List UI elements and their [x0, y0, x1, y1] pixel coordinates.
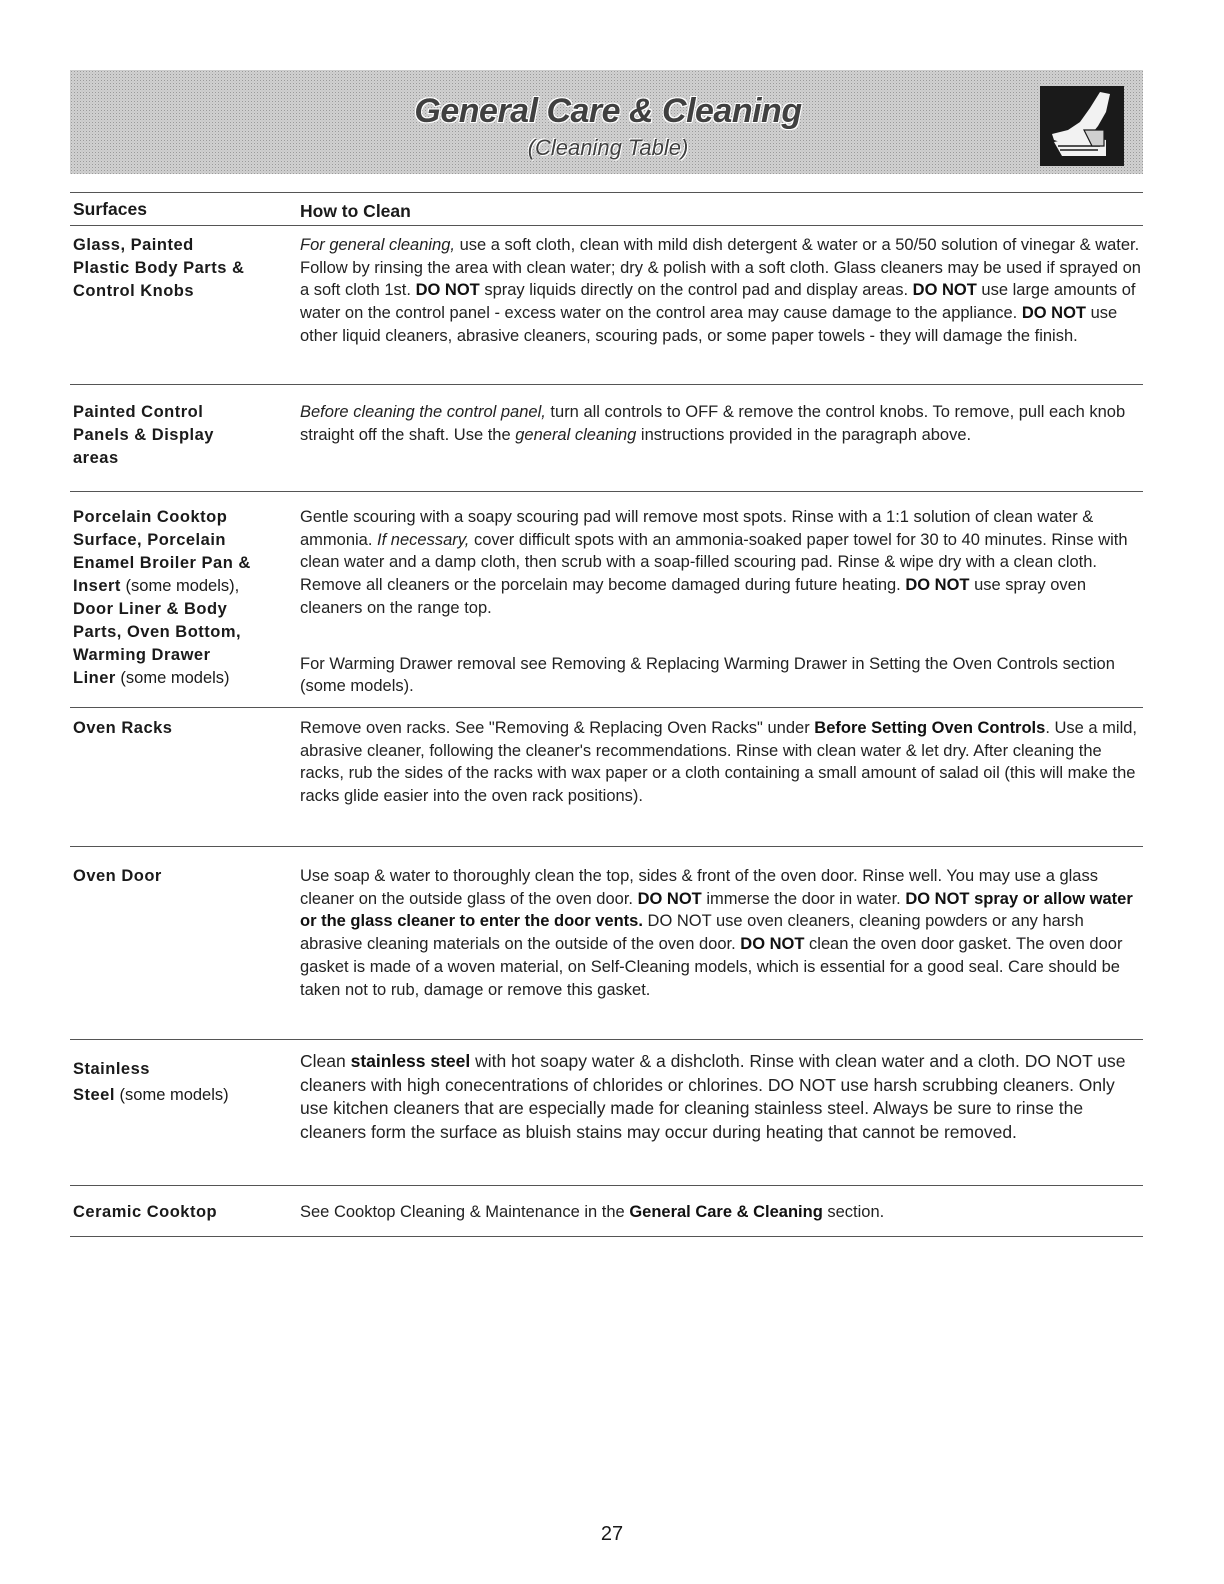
instruction-cell: [300, 1201, 1145, 1224]
text: immerse the door in water.: [701, 889, 906, 908]
table-row: [70, 385, 1143, 492]
surface-cell: [73, 717, 288, 740]
surface-line: Surface, Porcelain: [73, 531, 226, 549]
text: turn all controls to OFF & remove the control knobs. To remove, pull each knob straight off the shaft. Use the: [300, 403, 1126, 444]
surface-cell: [73, 865, 288, 888]
text: with hot soapy water & a dishcloth. Rinse with clean water and a cloth. DO NOT use cleaners with high conecentrations of chlorides or chlorines. DO NOT use harsh scrubbing cleaners. Only use kitchen cleaners that are especially made for cleaning stainless steel. Always be sure to rinse the cleaners form the surface as bluish stains may occur during heating that cannot be removed.: [300, 1051, 1126, 1142]
header-banner: [70, 70, 1143, 174]
instruction-cell: [300, 401, 1145, 446]
warning-text: DO NOT: [637, 889, 702, 908]
surface-line: Oven Racks: [73, 719, 173, 737]
italic-text: For general cleaning,: [300, 236, 456, 254]
warning-text: DO NOT: [905, 576, 970, 595]
surface-line: Warming Drawer: [73, 646, 211, 664]
surface-line: [73, 1082, 288, 1108]
surface-note: (some models): [115, 669, 230, 687]
bold-text: stainless steel: [350, 1051, 471, 1071]
text: Remove oven racks. See "Removing & Replacing Oven Racks" under: [300, 719, 815, 737]
table-row: [70, 226, 1143, 385]
surface-line: Porcelain Cooktop: [73, 508, 228, 526]
instruction-cell: [300, 234, 1145, 348]
text: Gentle scouring with a soapy scouring pad will remove most spots. Rinse with a 1:1 solution of clean water & ammonia.: [300, 508, 1094, 549]
text: use large amounts of water on the control panel - excess water on the control area may cause damage to the appliance.: [300, 281, 1136, 323]
surface-cell: [73, 234, 288, 303]
surface-line: Painted Control: [73, 403, 204, 421]
text: clean the oven door gasket. The oven door gasket is made of a woven material, on Self-Cleaning models, which is essential for a good seal. Care should be taken not to rub, damage or remove this gasket.: [300, 935, 1123, 999]
surface-bold: Liner: [73, 669, 116, 687]
surface-line: Enamel Broiler Pan &: [73, 554, 251, 572]
warming-drawer-note: For Warming Drawer removal see Removing & Replacing Warming Drawer in Setting the Oven Controls section (some models).: [300, 654, 1115, 696]
table-header: [70, 193, 1143, 226]
surface-note: (some models): [114, 1086, 229, 1104]
surface-line: [73, 667, 288, 690]
table-row: [70, 492, 1143, 708]
surface-bold: Steel: [73, 1086, 115, 1104]
italic-text: Before cleaning the control panel,: [300, 403, 546, 421]
page-subtitle: (Cleaning Table): [527, 135, 689, 160]
warning-text: DO NOT: [1021, 304, 1087, 323]
text: See Cooktop Cleaning & Maintenance in the: [300, 1203, 630, 1221]
instruction-cell: [300, 506, 1145, 698]
surface-cell: [73, 506, 288, 690]
text: Use soap & water to thoroughly clean the top, sides & front of the oven door. Rinse well. You may use a glass cleaner on the outside glass of the oven door.: [300, 867, 1098, 908]
surface-line: [73, 575, 288, 598]
warning-text: DO NOT: [912, 281, 977, 300]
cleaning-table: [70, 192, 1143, 1237]
surface-line: Plastic Body Parts &: [73, 259, 245, 277]
text: instructions provided in the paragraph above.: [636, 425, 972, 444]
surface-line: Stainless: [73, 1060, 150, 1078]
text: Clean: [300, 1051, 351, 1071]
surface-line: areas: [73, 449, 119, 467]
table-row: [70, 847, 1143, 1040]
text: use a soft cloth, clean with mild dish detergent & water or a 50/50 solution of vinegar & water. Follow by rinsing the area with clean water; dry & polish with a soft cloth. Glass cleaners may be used if sprayed on a soft cloth 1st.: [300, 236, 1141, 300]
surface-line: Oven Door: [73, 867, 162, 885]
surface-line: Ceramic Cooktop: [73, 1203, 218, 1221]
cleaning-hand-icon: [1040, 86, 1124, 166]
bold-reference: Before Setting Oven Controls: [814, 719, 1046, 737]
surface-cell: [73, 401, 288, 470]
text: DO NOT use oven cleaners, cleaning powders or any harsh abrasive cleaning materials on the outside of the oven door.: [300, 912, 1084, 954]
italic-text: general cleaning: [515, 425, 637, 444]
page-number: 27: [600, 1523, 624, 1545]
instruction-cell: [300, 717, 1145, 808]
italic-text: If necessary,: [377, 530, 470, 549]
table-row: [70, 708, 1143, 847]
surface-line: Glass, Painted: [73, 236, 194, 254]
surface-cell: [73, 1201, 288, 1224]
warning-text: DO NOT: [415, 281, 480, 300]
surface-bold: Insert: [73, 577, 121, 595]
table-row: [70, 1186, 1143, 1237]
text: section.: [822, 1203, 885, 1221]
bold-reference: General Care & Cleaning: [629, 1203, 823, 1221]
text: use other liquid cleaners, abrasive cleaners, scouring pads, or some paper towels - they will damage the finish.: [300, 304, 1118, 345]
surface-line: Panels & Display: [73, 426, 214, 444]
text: cover difficult spots with an ammonia-soaked paper towel for 30 to 40 minutes. Rinse with clean water and a damp cloth, then scrub with a soap-filled scouring pad. Rinse & wipe dry with a clean cloth. Remove all cleaners or the porcelain may become damaged during future heating.: [300, 530, 1128, 595]
text: . Use a mild, abrasive cleaner, following the cleaner's recommendations. Rinse with clean water & let dry. After cleaning the racks, rub the sides of the racks with wax paper or a cloth containing a small amount of salad oil (this will make the racks glide easier into the oven rack positions).: [300, 719, 1138, 806]
table-row: [70, 1040, 1143, 1186]
warning-text: DO NOT spray or allow water or the glass cleaner to enter the door vents.: [300, 889, 1133, 931]
text: use spray oven cleaners on the range top.: [300, 576, 1086, 617]
surface-cell: [73, 1056, 288, 1108]
surface-note: (some models),: [120, 577, 240, 595]
instruction-cell: [300, 865, 1145, 1001]
surface-line: Control Knobs: [73, 282, 195, 300]
column-header-how-to-clean: How to Clean: [300, 201, 411, 221]
surface-line: Parts, Oven Bottom,: [73, 623, 242, 641]
page-title: General Care & Cleaning: [414, 92, 802, 130]
column-header-surfaces: Surfaces: [73, 199, 147, 219]
warning-text: DO NOT: [740, 935, 805, 954]
text: spray liquids directly on the control pad and display areas.: [479, 281, 913, 300]
surface-line: Door Liner & Body: [73, 600, 228, 618]
instruction-cell: [300, 1050, 1145, 1144]
